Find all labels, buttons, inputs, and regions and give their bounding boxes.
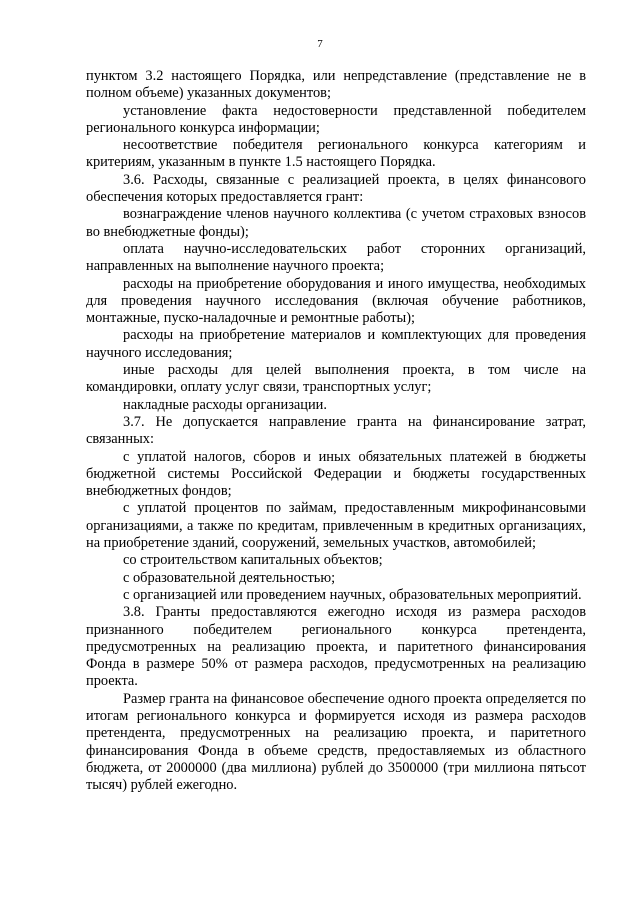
paragraph: расходы на приобретение материалов и комплектующих для проведения научного исследования;: [86, 327, 586, 361]
paragraph: с образовательной деятельностью;: [123, 569, 336, 586]
paragraph: иные расходы для целей выполнения проекта, в том числе на командировки, оплату услуг связи, транспортных услуг;: [86, 362, 586, 396]
document-body: [86, 68, 586, 794]
paragraph: со строительством капитальных объектов;: [123, 552, 383, 569]
paragraph: накладные расходы организации.: [123, 396, 327, 413]
paragraph: с уплатой налогов, сборов и иных обязательных платежей в бюджеты бюджетной системы Российской Федерации и бюджеты государственных внебюджетных фондов;: [86, 448, 586, 500]
paragraph: установление факта недостоверности представленной победителем регионального конкурса информации;: [86, 102, 586, 136]
paragraph: вознаграждение членов научного коллектива (с учетом страховых взносов во внебюджетные фонды);: [86, 206, 586, 240]
paragraph: с организацией или проведением научных, образовательных мероприятий.: [123, 586, 582, 603]
paragraph: 3.8. Гранты предоставляются ежегодно исходя из размера расходов признанного победителем регионального конкурса претендента, предусмотренных на реализацию проекта, и паритетного финансирования Фонда в размере 50% от размера расходов, предусмотренных на реализацию проекта.: [86, 604, 586, 690]
page-number: 7: [317, 38, 323, 50]
paragraph: расходы на приобретение оборудования и иного имущества, необходимых для проведения научного исследования (включая обучение работников, монтажные, пуско-наладочные и ремонтные работы);: [86, 275, 586, 327]
paragraph: с уплатой процентов по займам, предоставленным микрофинансовыми организациями, а также по кредитам, привлеченным в кредитных организациях, на приобретение зданий, сооружений, земельных участков, автомобилей;: [86, 500, 586, 552]
paragraph: пунктом 3.2 настоящего Порядка, или непредставление (представление не в полном объеме) указанных документов;: [86, 68, 586, 102]
paragraph: 3.6. Расходы, связанные с реализацией проекта, в целях финансового обеспечения которых предоставляется грант:: [86, 171, 586, 206]
paragraph: оплата научно-исследовательских работ сторонних организаций, направленных на выполнение научного проекта;: [86, 240, 586, 275]
paragraph: Размер гранта на финансовое обеспечение одного проекта определяется по итогам регионального конкурса и формируется исходя из размера расходов претендента, предусмотренных на реализацию проекта, и паритетного финансирования Фонда в объеме средств, предоставляемых из областного бюджета, от 2000000 (два миллиона) рублей до 3500000 (три миллиона пятьсот тысяч) рублей ежегодно.: [86, 690, 586, 794]
paragraph: 3.7. Не допускается направление гранта на финансирование затрат, связанных:: [86, 413, 586, 448]
paragraph: несоответствие победителя регионального конкурса категориям и критериям, указанным в пункте 1.5 настоящего Порядка.: [86, 137, 586, 171]
